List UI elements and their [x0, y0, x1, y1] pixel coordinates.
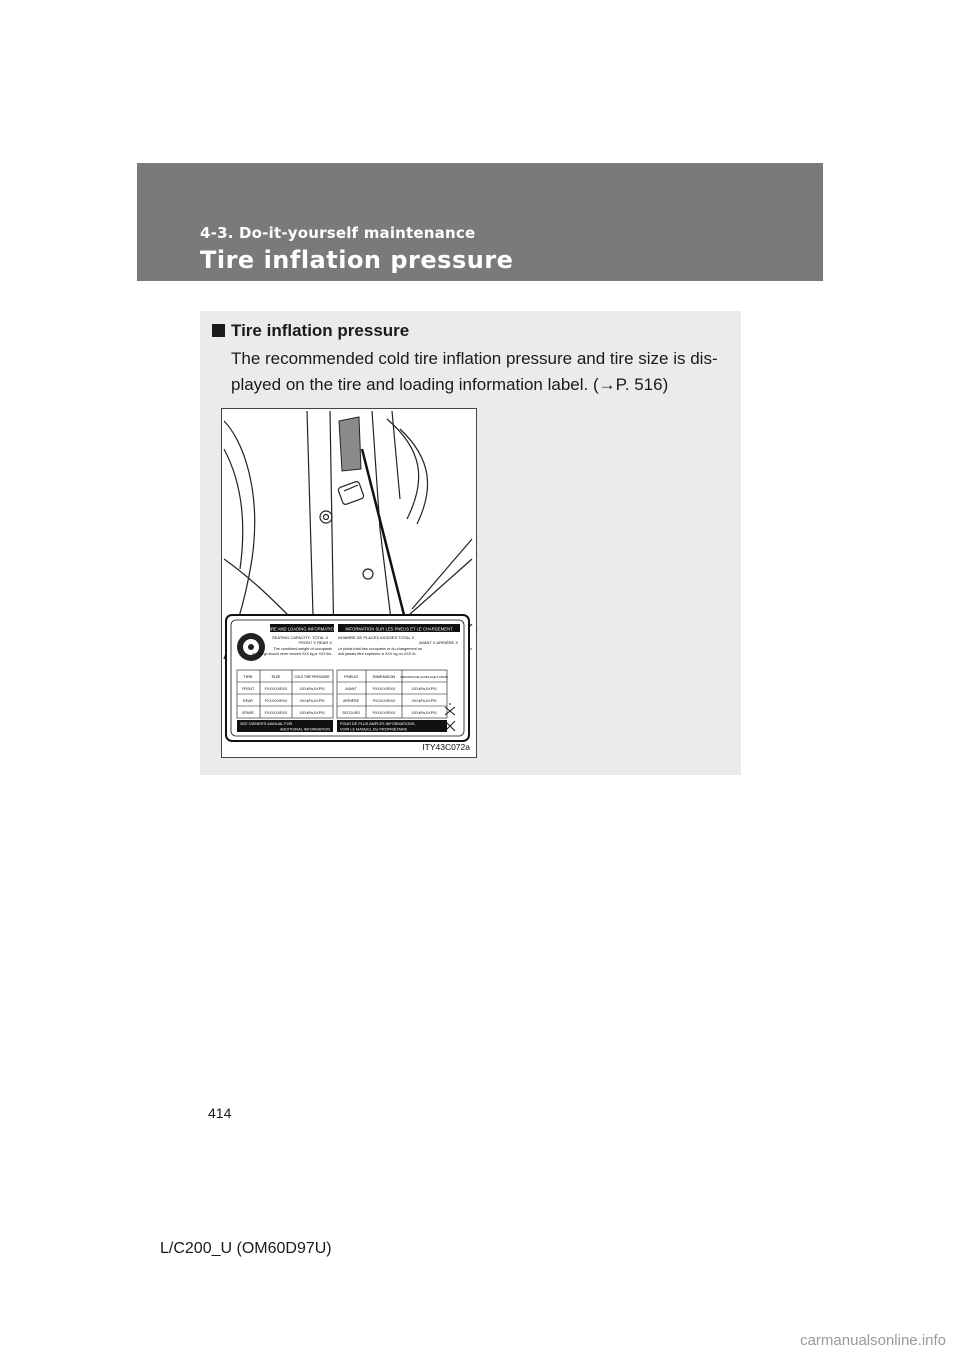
col-tire: TIRE	[243, 674, 253, 679]
footer-fr2: VOIR LE MANUEL DU PROPRIÉTAIRE	[340, 727, 408, 732]
tire-loading-label	[226, 615, 469, 741]
col-pressure: COLD TIRE PRESSURE	[294, 675, 330, 679]
row-front-pressure: XXXkPa,XXPSI	[299, 687, 325, 691]
seating-fr2: AVANT X ARRIÈRE X	[419, 640, 458, 645]
row-rear-en: REAR	[243, 699, 253, 703]
manual-code: L/C200_U (OM60D97U)	[160, 1240, 332, 1257]
figure-code: ITY43C072a	[422, 742, 470, 752]
subheading-text: Tire inflation pressure	[231, 321, 410, 340]
row-front-size-fr: PXXX/XXRXX	[372, 687, 396, 691]
seating-en2: FRONT X REAR X	[298, 640, 332, 645]
section-label: 4-3. Do-it-yourself maintenance	[200, 224, 476, 242]
row-front-size: PXXX/XXRXX	[264, 687, 288, 691]
label-location-marker	[339, 417, 361, 471]
row-spare-en: SPARE	[242, 711, 254, 715]
row-spare-fr: SECOURS	[342, 711, 360, 715]
page-title: Tire inflation pressure	[200, 246, 514, 274]
label-title-fr: INFORMATION SUR LES PNEUS ET LE CHARGEMENT	[345, 626, 453, 632]
row-rear-fr: ARRIÈRE	[343, 699, 359, 703]
row-front-pressure-fr: XXXkPa,XXPSI	[411, 687, 437, 691]
row-front-en: FRONT	[241, 687, 255, 691]
row-rear-pressure-fr: XXXkPa,XXPSI	[411, 699, 437, 703]
weight-fr: Le poids total des occupants et du chargement ne	[338, 647, 423, 651]
row-spare-size-fr: PXXX/XXRXX	[372, 711, 396, 715]
col-dimension: DIMENSION	[372, 674, 396, 679]
body-text: The recommended cold tire inflation pressure and tire size is dis-played on the tire and loading information label. (→P. 516)	[231, 349, 718, 394]
weight-en2: and cargo should never exceed XXX kg or XXX lbs.	[252, 652, 332, 656]
seating-fr: NOMBRE DE PLACES ASSISES TOTAL X	[338, 635, 415, 640]
row-spare-pressure-fr: XXXkPa,XXPSI	[411, 711, 437, 715]
row-rear-size: PXXX/XXRXX	[264, 699, 288, 703]
seating-en: SEATING CAPACITY: TOTAL X	[272, 635, 329, 640]
row-spare-size: PXXX/XXRXX	[264, 711, 288, 715]
figure-illustration	[221, 408, 477, 758]
weight-fr2: doit jamais être supérieur à XXX kg ou XXX lb.	[338, 652, 417, 656]
footer-en2: ADDITIONAL INFORMATION	[280, 727, 330, 732]
col-pression: PRESSION DE GONFLAGE À FROID	[400, 675, 448, 679]
watermark: carmanualsonline.info	[800, 1332, 946, 1349]
label-title-en: TIRE AND LOADING INFORMATION	[267, 626, 337, 632]
weight-en: The combined weight of occupants	[273, 647, 332, 651]
subheading	[212, 321, 409, 341]
row-front-fr: AVANT	[345, 687, 357, 691]
row-rear-pressure: XXXkPa,XXPSI	[299, 699, 325, 703]
col-pneus: PNEUS	[344, 674, 358, 679]
footer-fr: POUR DE PLUS AMPLES INFORMATIONS,	[340, 722, 416, 726]
page-number: 414	[208, 1105, 232, 1121]
square-bullet-icon	[212, 324, 225, 337]
footer-en: SEE OWNER'S MANUAL FOR	[240, 722, 293, 726]
col-size: SIZE	[271, 674, 281, 679]
row-rear-size-fr: PXXX/XXRXX	[372, 699, 396, 703]
row-spare-pressure: XXXkPa,XXPSI	[299, 711, 325, 715]
